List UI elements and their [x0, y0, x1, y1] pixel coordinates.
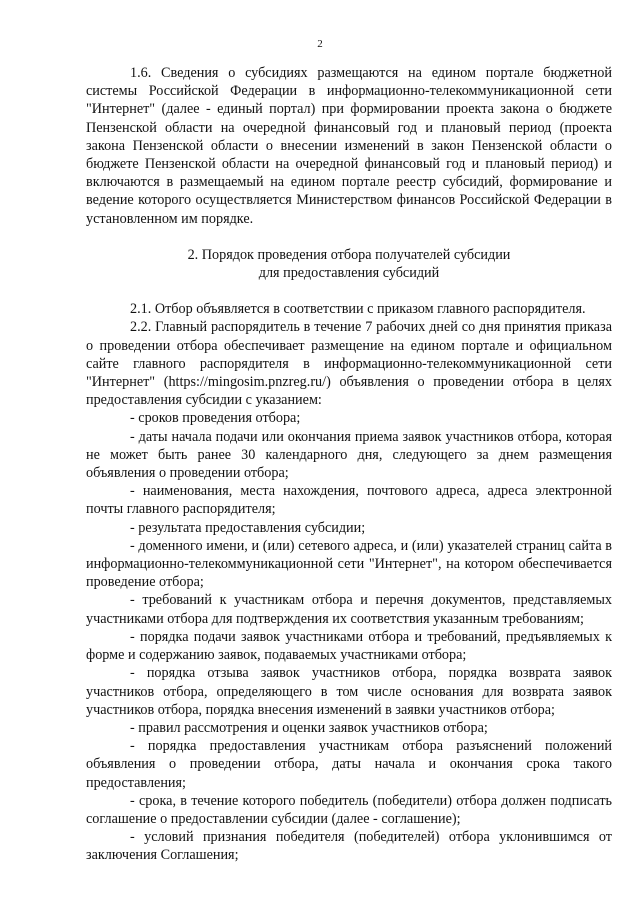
list-item: - порядка отзыва заявок участников отбора, порядка возврата заявок участников отбора, определяющего в том числе основания для возврата заявок участников отбора, порядка внесения изменений в заявки участников отбора; [86, 665, 612, 718]
list-item: - требований к участникам отбора и перечня документов, представляемых участниками отбора для подтверждения их соответствия указанным требованиям; [86, 592, 612, 627]
paragraph-2-2: 2.2. Главный распорядитель в течение 7 рабочих дней со дня принятия приказа о проведении отбора обеспечивает размещение на едином портале и официальном сайте главного распорядителя в информационно-телекоммуникационной сети "Интернет" (https://mingosim.pnzreg.ru/) объявления о проведении отбора в целях предоставления субсидии с указанием: [86, 319, 612, 409]
paragraph-1-6: 1.6. Сведения о субсидиях размещаются на едином портале бюджетной системы Российской Федерации в информационно-телекоммуникационной сети "Интернет" (далее - единый портал) при формировании проекта закона о бюджете Пензенской области на очередной финансовый год и плановый период (проекта закона Пензенской области о внесении изменений в закон Пензенской области о бюджете Пензенской области на очередной финансовый год и плановый период) и включаются в размещаемый на едином портале реестр субсидий, формирование и ведение которого осуществляется Министерством финансов Российской Федерации в установленном им порядке. [86, 65, 612, 227]
list-item: - срока, в течение которого победитель (победители) отбора должен подписать соглашение о предоставлении субсидии (далее - соглашение); [86, 792, 612, 827]
list-item: - порядка предоставления участникам отбора разъяснений положений объявления о проведении отбора, даты начала и окончания срока такого предоставления; [86, 738, 612, 791]
heading-line-1: 2. Порядок проведения отбора получателей субсидии [187, 246, 511, 263]
document-body [86, 64, 612, 865]
heading-line-2: для предоставления субсидий [258, 265, 440, 282]
list-item: - сроков проведения отбора; [130, 410, 301, 427]
paragraph-2-1: 2.1. Отбор объявляется в соответствии с приказом главного распорядителя. [130, 301, 586, 318]
page-number: 2 [317, 38, 323, 50]
section-heading [86, 246, 612, 282]
list-item: - результата предоставления субсидии; [130, 519, 366, 536]
list-item: - даты начала подачи или окончания приема заявок участников отбора, которая не может быть ранее 30 календарного дня, следующего за днем размещения объявления о проведении отбора; [86, 428, 612, 482]
list-item: - порядка подачи заявок участниками отбора и требований, предъявляемых к форме и содержанию заявок, подаваемых участниками отбора; [86, 628, 612, 664]
list-item: - доменного имени, и (или) сетевого адреса, и (или) указателей страниц сайта в информационно-телекоммуникационной сети "Интернет", на котором обеспечивается проведение отбора; [86, 537, 612, 591]
list-item: - условий признания победителя (победителей) отбора уклонившимся от заключения Соглашения; [86, 829, 612, 864]
list-item: - правил рассмотрения и оценки заявок участников отбора; [130, 719, 488, 736]
list-item: - наименования, места нахождения, почтового адреса, адреса электронной почты главного распорядителя; [86, 483, 612, 518]
